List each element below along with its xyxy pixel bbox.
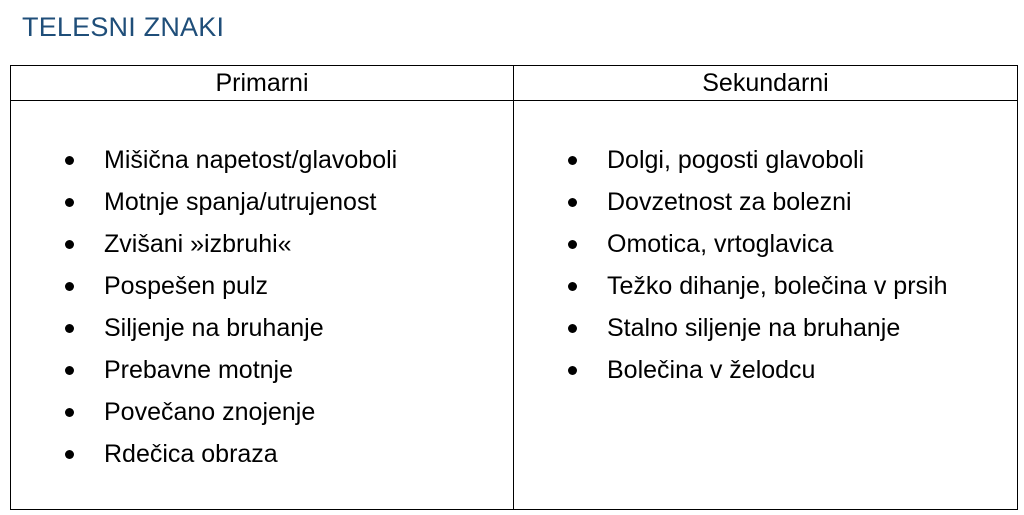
table-body-row (11, 101, 1018, 510)
list-item-text: Dolgi, pogosti glavoboli (607, 146, 865, 174)
column-header-secondary: Sekundarni (514, 66, 1018, 101)
bullet-icon (65, 240, 74, 249)
bullet-icon (65, 450, 74, 459)
primary-cell (11, 101, 514, 510)
list-item-text: Motnje spanja/utrujenost (104, 188, 377, 216)
bullet-icon (568, 366, 577, 375)
list-item (607, 225, 977, 264)
bullet-icon (568, 156, 577, 165)
bullet-icon (65, 324, 74, 333)
list-item (607, 267, 977, 306)
list-item (607, 141, 977, 180)
list-item (104, 141, 513, 180)
column-header-primary: Primarni (11, 66, 514, 101)
bullet-icon (65, 156, 74, 165)
list-item-text: Povečano znojenje (104, 398, 316, 426)
bullet-icon (568, 324, 577, 333)
list-item (104, 393, 513, 432)
list-item-text: Prebavne motnje (104, 356, 294, 384)
list-item (607, 183, 977, 222)
list-item-text: Omotica, vrtoglavica (607, 230, 834, 258)
list-item (104, 267, 513, 306)
list-item-text: Težko dihanje, bolečina v prsih (607, 272, 948, 300)
list-item-text: Siljenje na bruhanje (104, 314, 324, 342)
list-item (104, 225, 513, 264)
bullet-icon (568, 198, 577, 207)
bullet-icon (65, 198, 74, 207)
list-item-text: Pospešen pulz (104, 272, 269, 300)
list-item (104, 309, 513, 348)
list-item (104, 183, 513, 222)
bullet-icon (65, 282, 74, 291)
list-item-text: Zvišani »izbruhi« (104, 230, 292, 258)
list-item (607, 351, 977, 390)
list-item-text: Bolečina v želodcu (607, 356, 816, 384)
list-item-text: Stalno siljenje na bruhanje (607, 314, 901, 342)
bullet-icon (65, 366, 74, 375)
list-item-text: Mišična napetost/glavoboli (104, 146, 398, 174)
bullet-icon (568, 240, 577, 249)
list-item (104, 351, 513, 390)
table-header-row (11, 66, 1018, 101)
list-item (104, 435, 513, 474)
list-item-text: Dovzetnost za bolezni (607, 188, 852, 216)
secondary-list (514, 101, 1017, 390)
list-item (607, 309, 977, 348)
secondary-cell (514, 101, 1018, 510)
primary-list (11, 101, 513, 474)
list-item-text: Rdečica obraza (104, 440, 278, 468)
bullet-icon (65, 408, 74, 417)
signs-table (10, 65, 1018, 510)
bullet-icon (568, 282, 577, 291)
page-title: TELESNI ZNAKI (22, 12, 225, 42)
